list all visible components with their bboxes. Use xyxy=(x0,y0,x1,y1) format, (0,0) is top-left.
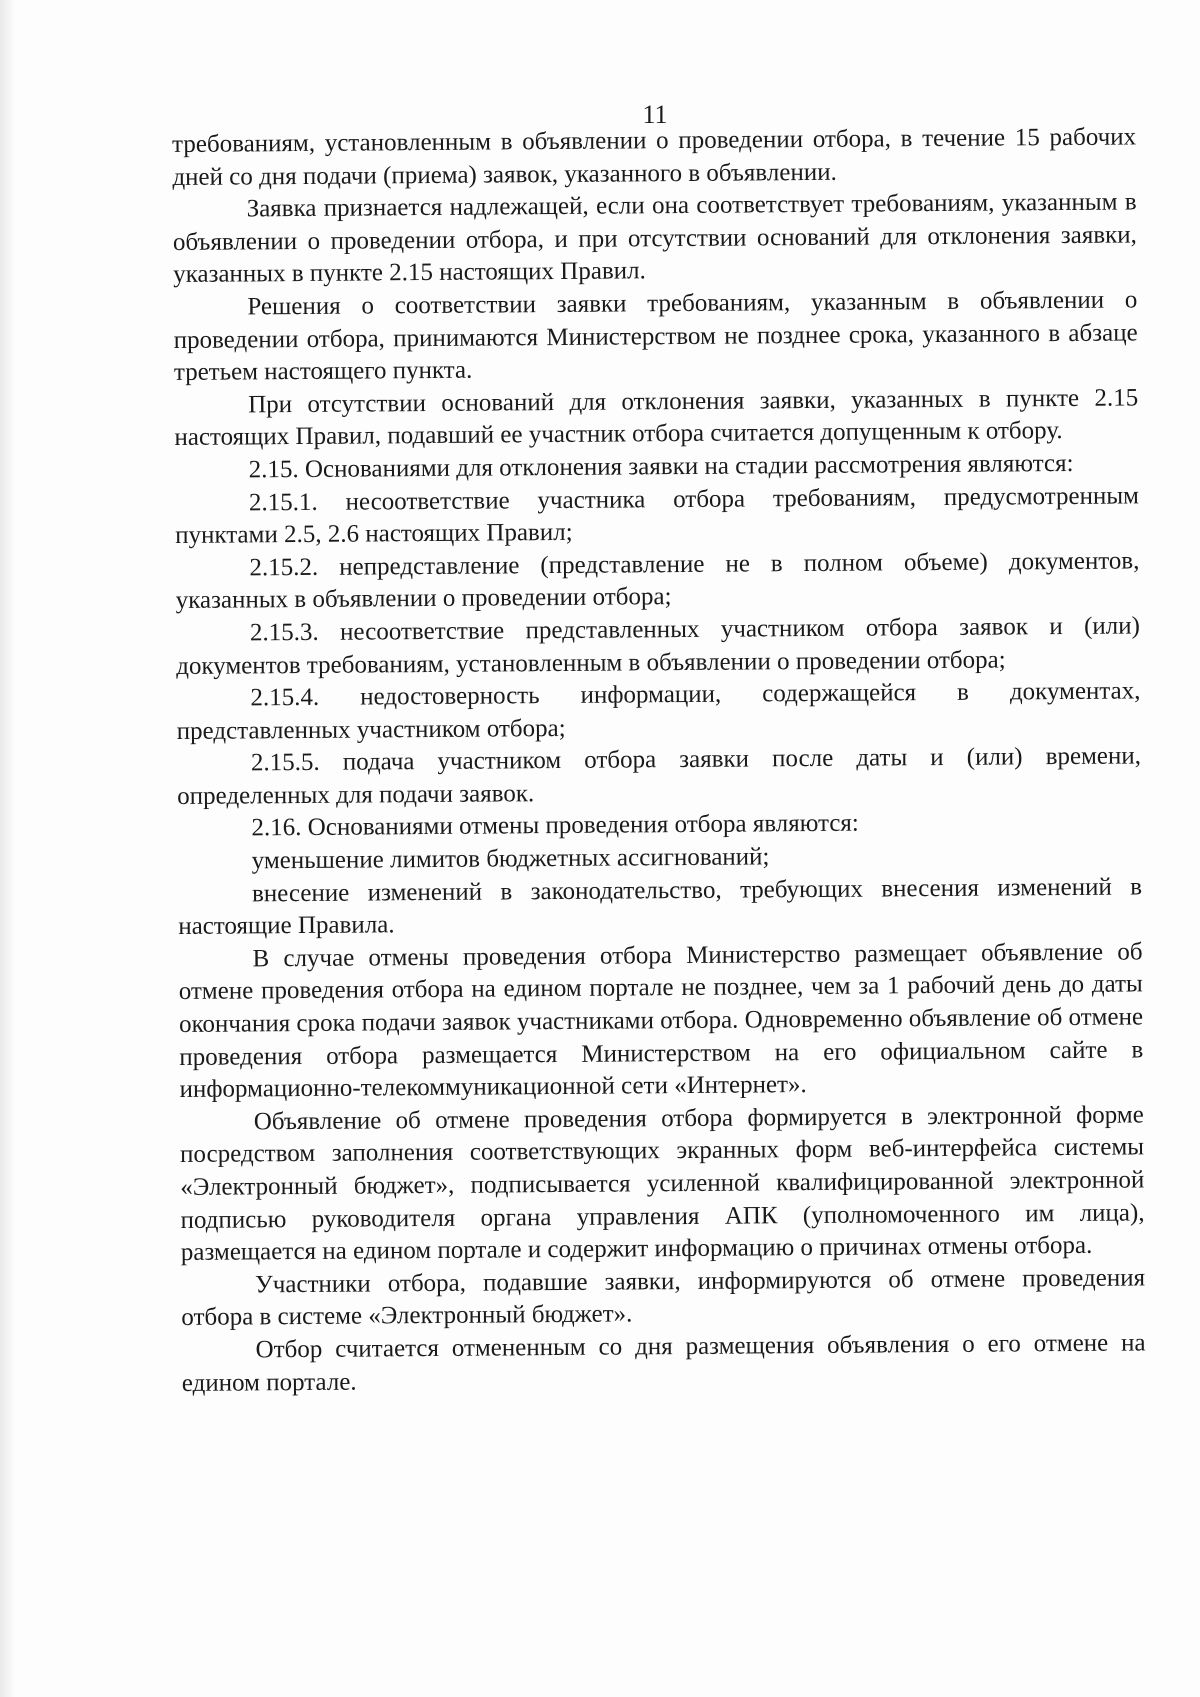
paragraph-continuation: требованиям, установленным в объявлении о проведении отбора, в течение 15 рабочих дней со дня подачи (приема) заявок, указанного в объявлении. xyxy=(172,123,1137,191)
paragraph: Решения о соответствии заявки требованиям, указанным в объявлении о проведении отбора, принимаются Министерством не позднее срока, указанного в абзаце третьем настоящего пункта. xyxy=(173,286,1138,387)
clause-2-15-1: 2.15.1. несоответствие участника отбора требованиям, предусмотренным пунктами 2.5, 2.6 настоящих Правил; xyxy=(175,481,1140,550)
clause-2-15: 2.15. Основаниями для отклонения заявки на стадии рассмотрения являются: xyxy=(248,449,1074,484)
list-item: внесение изменений в законодательство, требующих внесения изменений в настоящие Правила. xyxy=(178,873,1143,941)
clause-2-15-4: 2.15.4. недостоверность информации, содержащейся в документах, представленных участником отбора; xyxy=(176,677,1141,745)
paragraph: Отбор считается отмененным со дня размещения объявления о его отмене на едином портале. xyxy=(181,1329,1146,1397)
page-number: 11 xyxy=(642,100,668,129)
paragraph: При отсутствии оснований для отклонения заявки, указанных в пункте 2.15 настоящих Правил, подавший ее участник отбора считается допущенным к отбору. xyxy=(174,384,1139,452)
paragraph: В случае отмены проведения отбора Министерство размещает объявление об отмене проведения отбора на едином портале не позднее, чем за 1 рабочий день до даты окончания срока подачи заявок участниками отбора. Одновременно объявление об отмене проведения отбора размещается Министерством на его официальном сайте в информационно-телекоммуникационной сети «Интернет». xyxy=(178,938,1144,1104)
clause-2-15-2: 2.15.2. непредставление (представление не в полном объеме) документов, указанных в объявлении о проведении отбора; xyxy=(175,547,1140,615)
clause-2-15-5: 2.15.5. подача участником отбора заявки после даты и (или) времени, определенных для подачи заявок. xyxy=(177,742,1142,810)
clause-2-15-3: 2.15.3. несоответствие представленных участником отбора заявок и (или) документов требованиям, установленным в объявлении о проведении отбора; xyxy=(176,612,1141,680)
paragraph: Объявление об отмене проведения отбора формируется в электронной форме посредством заполнения соответствующих экранных форм веб-интерфейса системы «Электронный бюджет», подписывается усиленной квалифицированной электронной подписью руководителя органа управления АПК (уполномоченного им лица), размещается на едином портале и содержит информацию о причинах отмены отбора. xyxy=(179,1101,1145,1267)
document-body xyxy=(172,121,1146,1400)
list-item: уменьшение лимитов бюджетных ассигнований; xyxy=(251,843,770,875)
scan-edge-shadow xyxy=(0,0,14,1697)
paragraph: Заявка признается надлежащей, если она соответствует требованиям, указанным в объявлении о проведении отбора, и при отсутствии оснований для отклонения заявки, указанных в пункте 2.15 настоящих Правил. xyxy=(172,188,1137,289)
paragraph: Участники отбора, подавшие заявки, информируются об отмене проведения отбора в системе «Электронный бюджет». xyxy=(181,1264,1146,1332)
clause-2-16: 2.16. Основаниями отмены проведения отбора являются: xyxy=(251,810,859,842)
